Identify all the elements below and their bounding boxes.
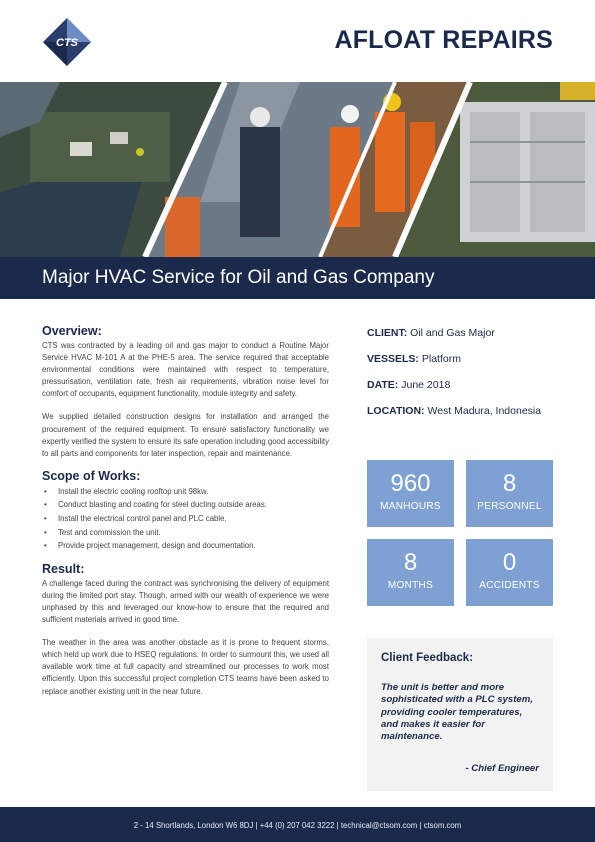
stat-months: 8 MONTHS: [367, 539, 454, 606]
scope-item: • Provide project management, design and documentation.: [42, 539, 329, 553]
scope-item: • Install the electric cooling rooftop unit 98kw.: [42, 485, 329, 499]
bullet-icon: •: [44, 486, 47, 496]
stat-personnel: 8 PERSONNEL: [466, 460, 553, 527]
header: [0, 0, 595, 82]
footer: [0, 807, 595, 842]
result-paragraph: The weather in the area was another obstacle as it is prone to frequent storms, which held up work due to HSEQ regulations. In order to surmount this, we used all available work time at full capacity and streamlined our processes to work most efficiently. Upon this successful project completion CTS teams have been asked to replace another existing unit in the near future.: [42, 638, 329, 696]
feedback-quote: The unit is better and more sophisticated with a PLC system, providing cooler temperatures, and makes it easier for maintenance.: [381, 682, 533, 743]
overview-paragraph: CTS was contracted by a leading oil and gas major to conduct a Routine Major Service HVAC M-101 A at the PHE-5 area. The service required that acceptable environmental conditions were maintained with respect to temperature, pressurisation, ventilation rate, fresh air requirements, vibration noise level for comfort of occupants, equipment functionality, module integrity and safety.: [42, 341, 329, 399]
scope-item: • Conduct blasting and coating for steel ducting outside areas.: [42, 498, 329, 512]
feedback-author: - Chief Engineer: [465, 763, 539, 775]
scope-list: [42, 485, 329, 553]
main-content: [42, 324, 329, 698]
scope-item: • Install the electrical control panel and PLC cable.: [42, 512, 329, 526]
location-row: LOCATION: West Madura, Indonesia: [367, 405, 542, 417]
cts-logo: [42, 17, 92, 67]
bullet-icon: •: [44, 527, 47, 537]
photo-banner: [0, 82, 595, 257]
bullet-icon: •: [44, 541, 47, 551]
project-details: [367, 327, 553, 431]
result-heading: Result:: [42, 561, 85, 576]
result-paragraph: A challenge faced during the contract was synchronising the delivery of equipment during the limited port stay. Though, armed with our wealth of experience we were unphased by this and leveraged our know-how to ensure that the required and sufficient materials arrived in good time.: [42, 578, 329, 625]
overview-heading: Overview:: [42, 324, 102, 338]
bullet-icon: •: [44, 500, 47, 510]
page-subtitle: Major HVAC Service for Oil and Gas Company: [42, 267, 435, 288]
feedback-heading: Client Feedback:: [381, 652, 474, 664]
subtitle-bar: [0, 257, 595, 299]
svg-text:CTS: CTS: [56, 37, 78, 49]
photo-collage-image: [0, 82, 595, 257]
overview-paragraph: We supplied detailed construction designs for installation and arranged the procurement of the required equipment. To ensure satisfactory functionality we expertly verified the system to ensure its safe operation including good accessibility to all parts and components for later inspection, repair and maintenance.: [42, 412, 329, 458]
date-row: DATE: June 2018: [367, 379, 451, 391]
footer-contact: 2 - 14 Shortlands, London W6 8DJ | +44 (0) 207 042 3222 | technical@ctsom.com | ctsom.com: [133, 821, 462, 830]
stat-manhours: 960 MANHOURS: [367, 460, 454, 527]
client-feedback-box: [367, 638, 553, 791]
scope-heading: Scope of Works:: [42, 468, 141, 483]
vessels-row: VESSELS: Platform: [367, 353, 461, 365]
stat-accidents: 0 ACCIDENTS: [466, 539, 553, 606]
scope-item: • Test and commission the unit.: [42, 526, 329, 540]
stats-grid: [367, 460, 553, 606]
bullet-icon: •: [44, 514, 47, 524]
document-title: AFLOAT REPAIRS: [334, 26, 553, 54]
client-row: CLIENT: Oil and Gas Major: [367, 327, 495, 339]
